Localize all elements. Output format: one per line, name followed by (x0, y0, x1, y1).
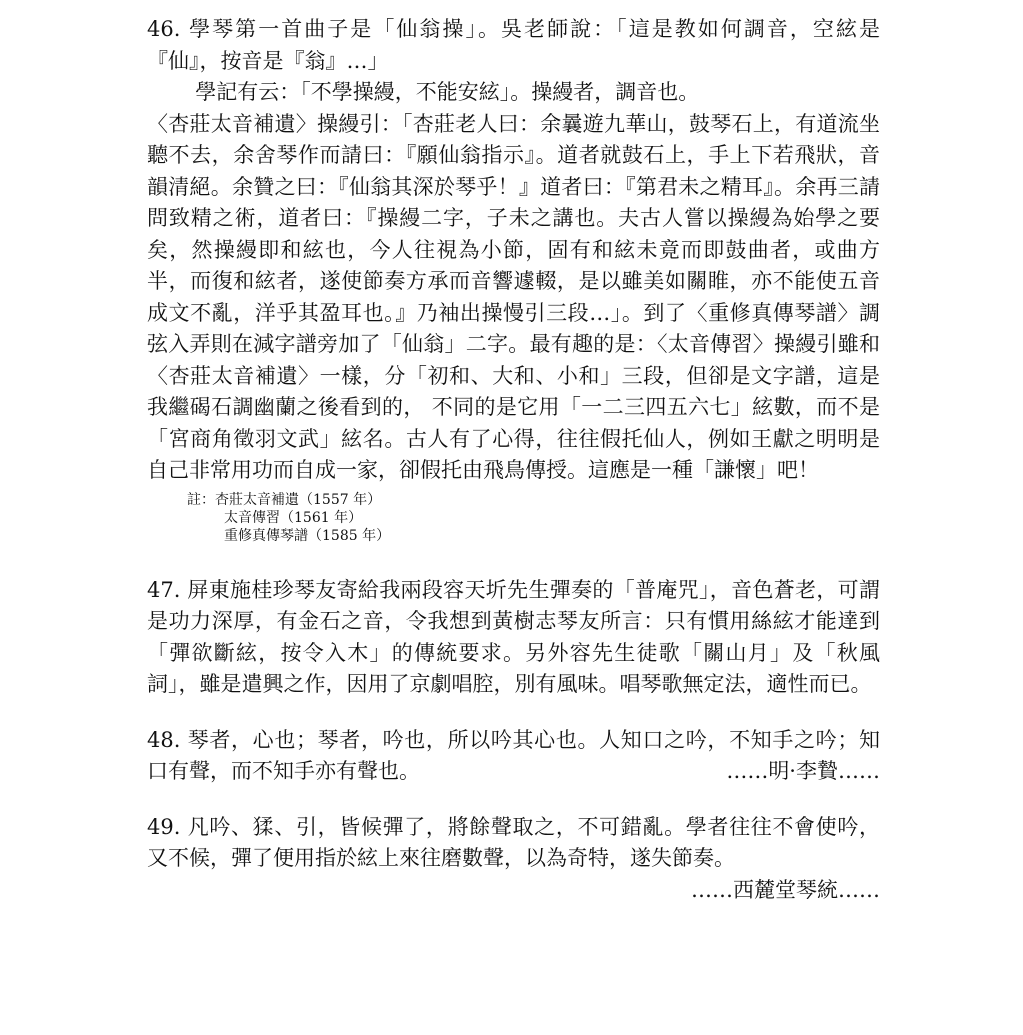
paragraph-47: 47. 屏東施桂珍琴友寄給我兩段容天圻先生彈奏的「普庵咒」，音色蒼老，可謂是功力深厚，有金石之音，令我想到黃樹志琴友所言：只有慣用絲絃才能達到「彈欲斷絃，按令入木」的傳統要求。另外容先生徒歌「關山月」及「秋風詞」，雖是遣興之作，因用了京劇唱腔，別有風味。唱琴歌無定法，適性而已。 (147, 577, 880, 696)
paragraph-48-wrap (147, 725, 880, 788)
paragraph-49: 49. 凡吟、猱、引，皆候彈了，將餘聲取之，不可錯亂。學者往往不會使吟，又不候，彈了便用指於絃上來往磨數聲，以為奇特，遂失節奏。 (147, 814, 880, 870)
footnotes (187, 491, 880, 545)
footnote-3: 重修真傳琴譜（1585 年） (224, 527, 391, 544)
paragraph-46-xueji: 學記有云：「不學操縵，不能安絃」。操縵者，調音也。 (195, 80, 700, 104)
attribution-48: ……明·李贄…… (726, 759, 880, 783)
section-48 (147, 725, 880, 788)
section-46 (147, 14, 880, 545)
attribution-49: ……西麓堂琴統…… (691, 877, 880, 902)
paragraph-46-intro: 46. 學琴第一首曲子是「仙翁操」。吳老師說：「這是教如何調音，空絃是『仙』，按音是『翁』…」 (147, 17, 880, 73)
paragraph-48: 48. 琴者，心也；琴者，吟也，所以吟其心也。人知口之吟，不知手之吟；知口有聲，而不知手亦有聲也。 (147, 727, 880, 783)
section-47 (147, 575, 880, 701)
document-page (147, 14, 880, 906)
footnote-2: 太音傳習（1561 年） (224, 509, 363, 526)
paragraph-46-body: 〈杏莊太音補遺〉操縵引：「杏莊老人曰：余曩遊九華山，鼓琴石上，有道流坐聽不去，余舍琴作而請曰：『願仙翁指示』。道者就鼓石上，手上下若飛狀，音韻清絕。余贊之曰：『仙翁其深於琴乎！』道者曰：『第君未之精耳』。余再三請問致精之術，道者曰：『操縵二字，子未之講也。夫古人嘗以操縵為始學之要矣，然操縵即和絃也，今人往視為小節，固有和絃未竟而即鼓曲者，或曲方半，而復和絃者，遂使節奏方承而音響遽輟，是以雖美如關睢，亦不能使五音成文不亂，洋乎其盈耳也。』乃袖出操慢引三段…」。到了〈重修真傳琴譜〉調弦入弄則在減字譜旁加了「仙翁」二字。最有趣的是：〈太音傳習〉操縵引雖和〈杏莊太音補遺〉一樣，分「初和、大和、小和」三段，但卻是文字譜，這是我繼碣石調幽蘭之後看到的， 不同的是它用「一二三四五六七」絃數，而不是「宮商角徵羽文武」絃名。古人有了心得，往往假托仙人，例如王獻之明明是自己非常用功而自成一家，卻假托由飛鳥傳授。這應是一種「謙懷」吧！ (147, 111, 880, 482)
footnote-1: 註：杏莊太音補遺（1557 年） (187, 491, 382, 508)
section-49 (147, 812, 880, 907)
